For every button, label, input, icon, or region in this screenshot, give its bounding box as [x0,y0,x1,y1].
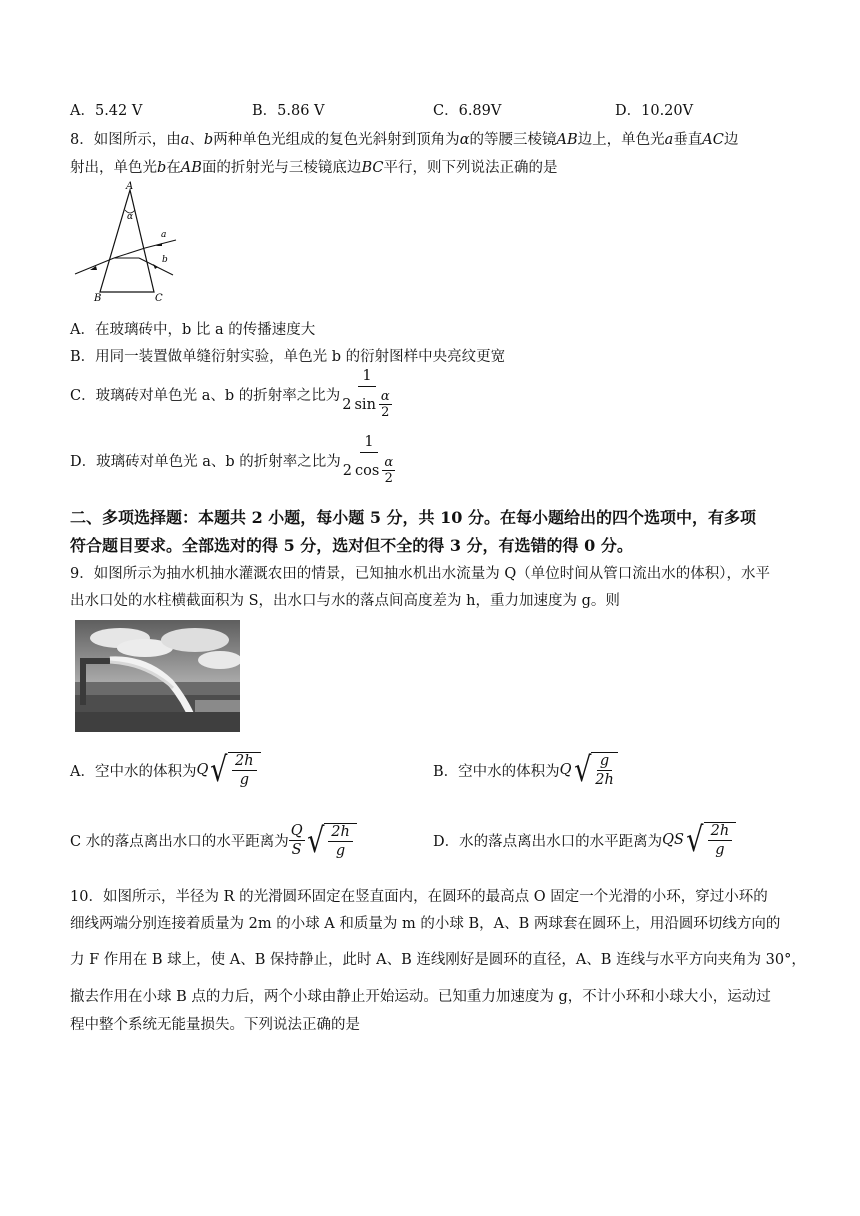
q8-option-b: B．用同一装置做单缝衍射实验，单色光 b 的衍射图样中央亮纹更宽 [70,349,506,365]
q10-stem-line1: 10．如图所示，半径为 R 的光滑圆环固定在竖直面内，在圆环的最高点 O 固定一个光滑的小环，穿过小环的 [70,889,768,905]
sqrt-2h-over-g-c: √ 2h g [305,823,357,859]
irrigation-photo [75,620,240,732]
q8-option-d: D．玻璃砖对单色光 a、b 的折射率之比为 1 2 cos α 2 [70,434,394,486]
q-over-s-fraction: Q S [290,823,303,858]
ratio-fraction-cos: 1 2 cos α 2 [342,434,394,486]
q10-stem-line3: 力 F 作用在 B 球上，使 A、B 保持静止，此时 A、B 连线刚好是圆环的直径，A、B 连线与水平方向夹角为 30°， [70,952,806,968]
vertex-a-label: A [126,181,134,192]
q10-stem-line4: 撤去作用在小球 B 点的力后，两个小球由静止开始运动。已知重力加速度为 g，不计小环和小球大小，运动过 [70,989,771,1005]
vertex-c-label: C [155,293,163,304]
q9-option-d: D．水的落点离出水口的水平距离为 QS √ 2h g [433,822,736,858]
prism-diagram [70,180,190,305]
q7-option-d: D．10.20V [615,103,694,119]
ray-a-label: a [161,230,167,240]
sqrt-g-over-2h: √ g 2h [572,752,618,788]
ratio-fraction-sin: 1 2 sin α 2 [342,368,390,420]
q7-option-c: C．6.89V [433,103,502,119]
q9-option-c: C 水的落点离出水口的水平距离为 Q S √ 2h g [70,822,357,859]
q9-stem-line1: 9．如图所示为抽水机抽水灌溉农田的情景，已知抽水机出水流量为 Q（单位时间从管口流出水的体积），水平 [70,566,770,582]
q7-option-b: B．5.86 V [252,103,325,119]
vertex-b-label: B [94,293,102,304]
q9-stem-line2: 出水口处的水柱横截面积为 S，出水口与水的落点间高度差为 h，重力加速度为 g。则 [70,593,620,609]
sqrt-2h-over-g-d: √ 2h g [684,822,736,858]
angle-alpha-label: α [127,212,134,222]
sqrt-2h-over-g: √ 2h g [208,752,260,788]
section2-heading-line1: 二、多项选择题：本题共 2 小题，每小题 5 分，共 10 分。在每小题给出的四个选项中，有多项 [70,508,756,527]
q8-option-a: A．在玻璃砖中，b 比 a 的传播速度大 [70,322,316,338]
q8-option-c: C．玻璃砖对单色光 a、b 的折射率之比为 1 2 sin α 2 [70,368,390,420]
q8-stem-line1: 8．如图所示，由a、b两种单色光组成的复色光斜射到顶角为α的等腰三棱镜AB边上，单色光a垂直AC边 [70,132,739,148]
q9-option-b: B．空中水的体积为 Q √ g 2h [433,752,618,788]
q10-stem-line2: 细线两端分别连接着质量为 2m 的小球 A 和质量为 m 的小球 B，A、B 两球套在圆环上，用沿圆环切线方向的 [70,916,781,932]
q8-stem-line2: 射出，单色光b在AB面的折射光与三棱镜底边BC平行，则下列说法正确的是 [70,160,558,176]
q10-stem-line5: 程中整个系统无能量损失。下列说法正确的是 [70,1017,360,1033]
q9-option-a: A．空中水的体积为 Q √ 2h g [70,752,261,788]
ray-b-label: b [162,255,168,265]
section2-heading-line2: 符合题目要求。全部选对的得 5 分，选对但不全的得 3 分，有选错的得 0 分。 [70,536,633,555]
q7-option-a: A．5.42 V [70,103,143,119]
